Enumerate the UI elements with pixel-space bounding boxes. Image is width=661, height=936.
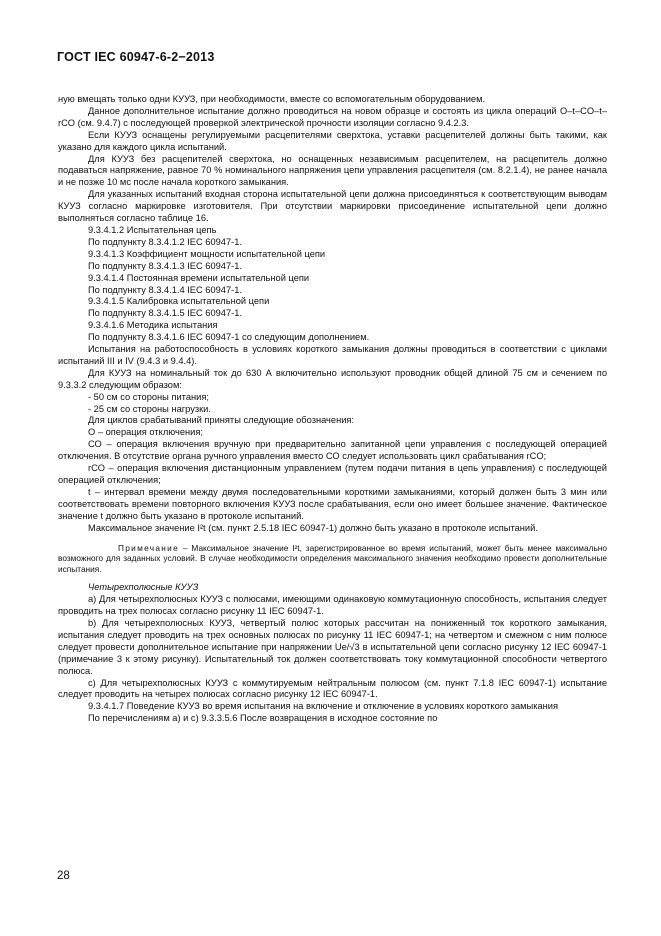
note — [58, 543, 607, 575]
paragraph: Для КУУЗ без расцепителей сверхтока, но оснащенных независимым расцепителем, на расцепитель должно подаваться напряжение, равное 70 % номинального напряжения цепи управления расцепителя (см. 8.2.1.4), не ранее начала и не позже 10 мс после начала короткого замыкания. — [58, 153, 607, 188]
paragraph: Если КУУЗ оснащены регулируемыми расцепителями сверхтока, уставки расцепителей должны быть такими, как указано для каждого цикла испытаний. — [58, 129, 607, 152]
paragraph: По подпункту 8.3.4.1.2 IEC 60947-1. — [88, 236, 242, 247]
paragraph: a) Для четырехполюсных КУУЗ с полюсами, имеющими одинаковую коммутационную способность, испытания следует проводить на трех полюсах согласно рисунку 11 IEC 60947-1. — [58, 594, 607, 617]
paragraph: - 50 см со стороны питания; — [88, 391, 209, 402]
paragraph: О – операция отключения; — [88, 427, 203, 438]
paragraph: По подпункту 8.3.4.1.4 IEC 60947-1. — [88, 284, 242, 295]
note-label: Примечание — [118, 542, 180, 553]
paragraph: t – интервал времени между двумя последовательными короткими замыканиями, который должен быть 3 мин или соответствовать времени повторного включения КУУЗ после срабатывания, если оно имеет большее значение. Фактическое значение t должно быть указано в протоколе испытаний. — [58, 486, 607, 521]
paragraph: - 25 см со стороны нагрузки. — [88, 403, 211, 414]
paragraph: По подпункту 8.3.4.1.3 IEC 60947-1. — [88, 260, 242, 271]
paragraph: Для КУУЗ на номинальный ток до 630 А включительно используют проводник общей длиной 75 см и сечением по 9.3.3.2 следующим образом: — [58, 367, 607, 390]
paragraph: 9.3.4.1.7 Поведение КУУЗ во время испытания на включение и отключение в условиях короткого замыкания — [88, 701, 559, 712]
body-text-block — [58, 94, 607, 535]
page-number: 28 — [57, 870, 70, 882]
body-text-block-2 — [58, 582, 607, 725]
paragraph: c) Для четырехполюсных КУУЗ с коммутируемым нейтральным полюсом (см. пункт 7.1.8 IEC 60947-1) испытание следует проводить на четырех полюсах согласно рисунку 12 IEC 60947-1. — [58, 677, 607, 700]
paragraph: Четырехполюсные КУУЗ — [88, 582, 199, 593]
paragraph: По перечислениям а) и с) 9.3.3.5.6 После возвращения в исходное состояние по — [88, 713, 438, 724]
paragraph: По подпункту 8.3.4.1.5 IEC 60947-1. — [88, 308, 242, 319]
paragraph: Для указанных испытаний входная сторона испытательной цепи должна присоединяться к соответствующим выводам КУУЗ согласно маркировке изготовителя. При отсутствии маркировки присоединение испытательной цепи должно выполняться согласно таблице 16. — [58, 189, 607, 224]
paragraph: СО – операция включения вручную при предварительно запитанной цепи управления с последующей операцией отключения. В отсутствие органа ручного управления вместо СО следует использовать цикл срабатывания rCO; — [58, 439, 607, 462]
paragraph: 9.3.4.1.3 Коэффициент мощности испытательной цепи — [88, 248, 326, 259]
paragraph: b) Для четырехполюсных КУУЗ, четвертый полюс которых рассчитан на пониженный ток короткого замыкания, испытания следует проводить на трех основных полюсах по рисунку 11 IEC 60947-1; на четвертом и смежном с ним полюсе следует провести дополнительное испытание при напряжении Ue/√3 в испытательной цепи согласно рисунку 12 IEC 60947-1 (примечание 3 к этому рисунку). Испытательный ток должен соответствовать току коммутационной способности четвертого полюса. — [58, 618, 607, 676]
paragraph: ную вмещать только одни КУУЗ, при необходимости, вместе со вспомогательным оборудованием. — [58, 94, 486, 104]
paragraph: Данное дополнительное испытание должно проводиться на новом образце и состоять из цикла операций О–t–CO–t–rCO (см. 9.4.7) с последующей проверкой электрической прочности изоляции согласно 9.4.2.3. — [58, 105, 607, 128]
paragraph: 9.3.4.1.2 Испытательная цепь — [88, 224, 217, 235]
paragraph: Максимальное значение I²t (см. пункт 2.5.18 IEC 60947-1) должно быть указано в протоколе испытаний. — [88, 522, 538, 533]
paragraph: rCO – операция включения дистанционным управлением (путем подачи питания в цепь управления) с последующей операцией отключения; — [58, 463, 607, 485]
paragraph: 9.3.4.1.4 Постоянная времени испытательной цепи — [88, 272, 310, 283]
page-body — [58, 94, 607, 725]
paragraph: По подпункту 8.3.4.1.6 IEC 60947-1 со следующим дополнением. — [88, 332, 370, 343]
paragraph: 9.3.4.1.6 Методика испытания — [88, 320, 218, 331]
note-text: – Максимальное значение I²t, зарегистрированное во время испытаний, может быть менее максимально возможного для заданных условий. В случае необходимости определения максимального значения необходимо провести дополнительные испытания. — [58, 542, 607, 574]
paragraph: Для циклов срабатываний приняты следующие обозначения: — [88, 415, 355, 426]
paragraph: 9.3.4.1.5 Калибровка испытательной цепи — [88, 296, 270, 307]
document-header: ГОСТ IEC 60947-6-2−2013 — [57, 50, 215, 64]
paragraph: Испытания на работоспособность в условиях короткого замыкания должны проводиться в соответствии с циклами испытаний III и IV (9.4.3 и 9.4.4). — [58, 344, 607, 366]
